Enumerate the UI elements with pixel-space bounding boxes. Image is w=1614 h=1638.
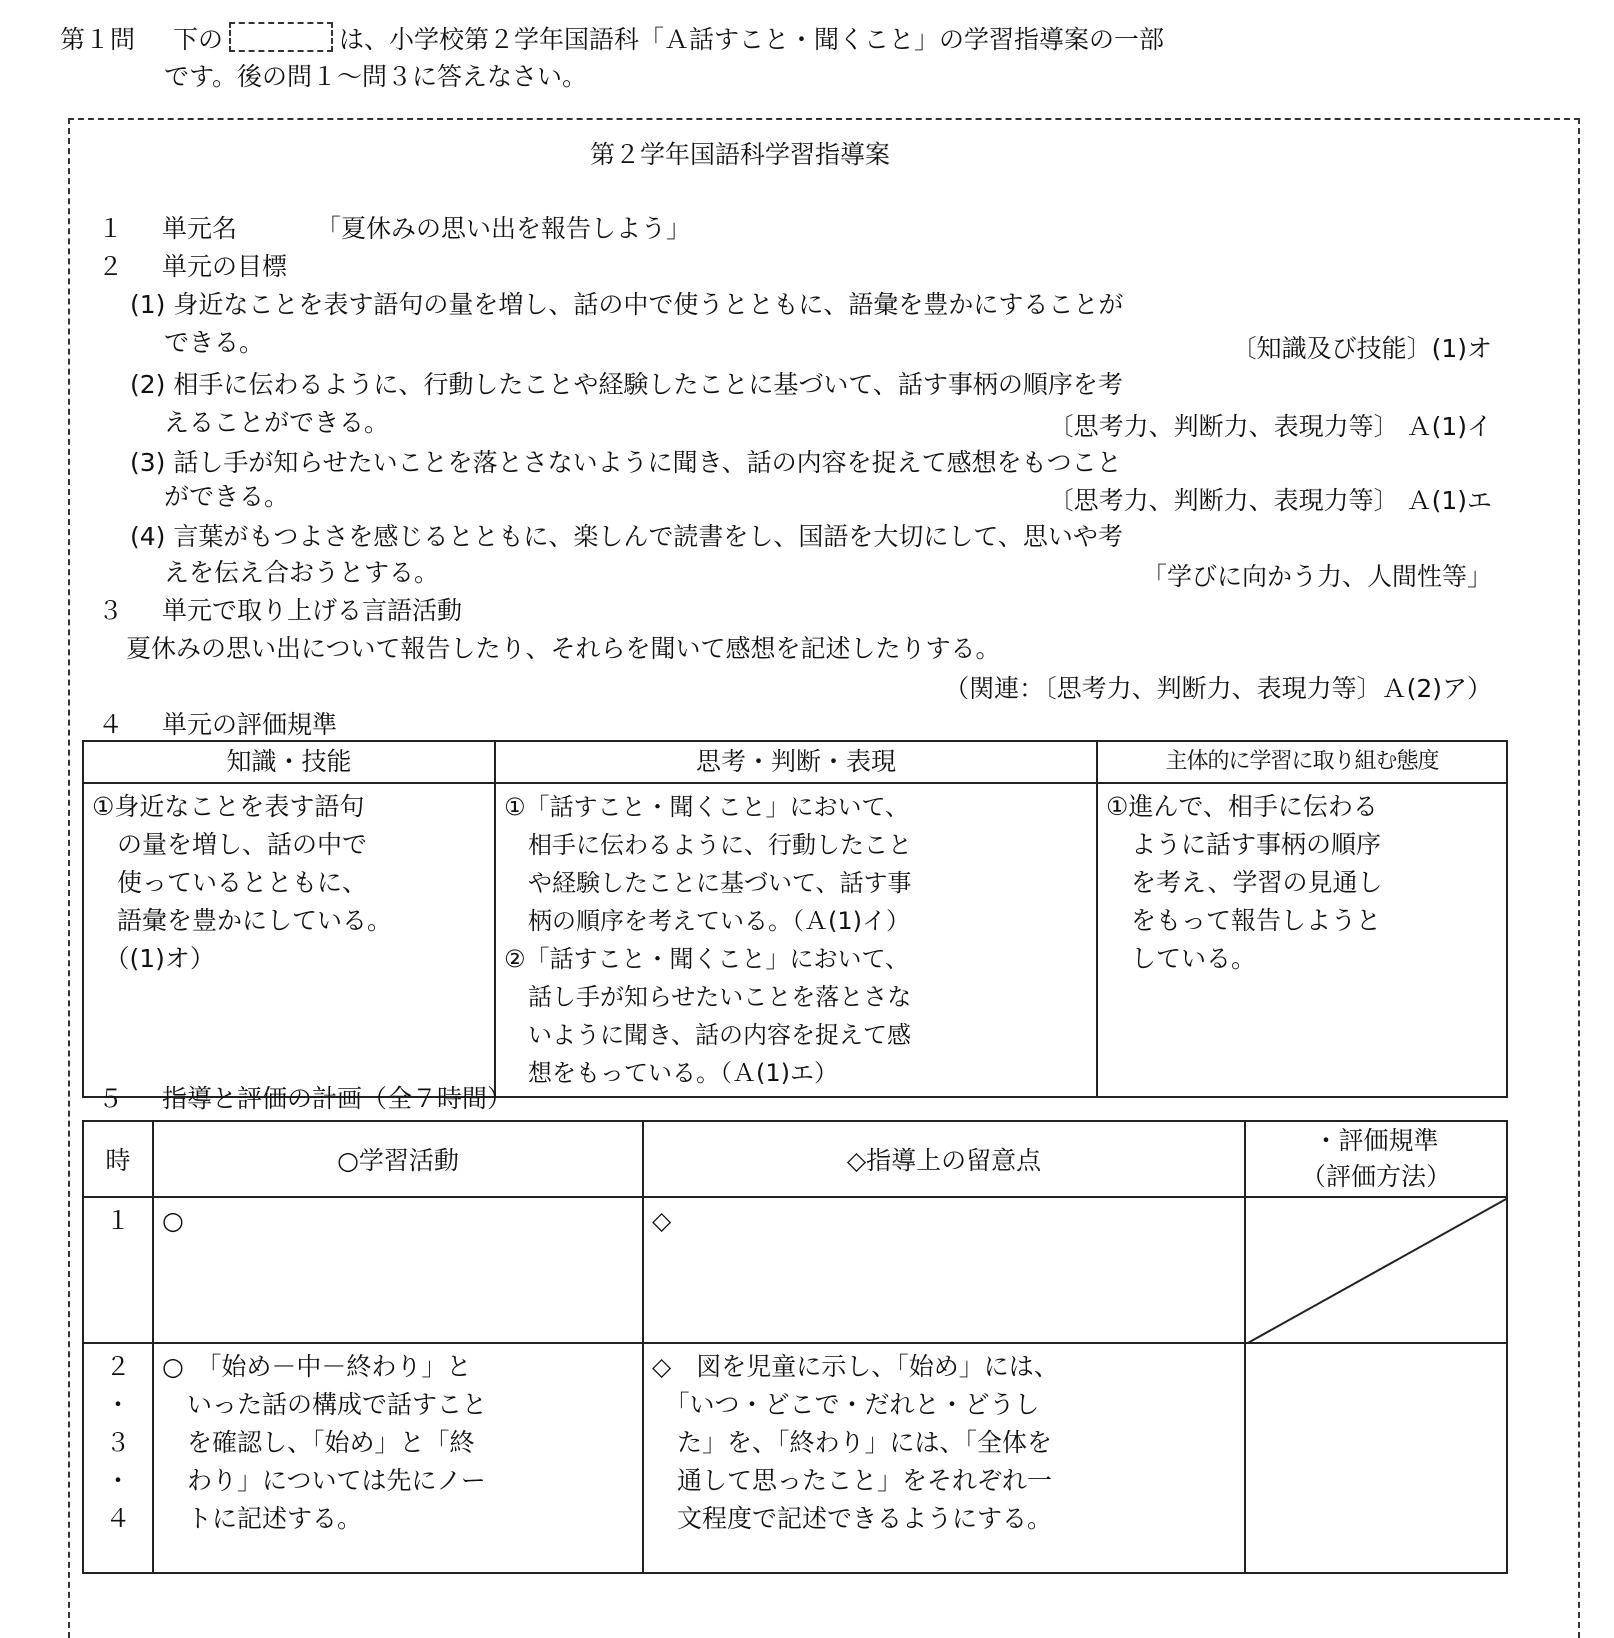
goal-2-line-1: (2) 相手に伝わるように、行動したことや経験したことに基づいて、話す事柄の順序を考 xyxy=(130,370,1123,399)
goal-1-line-1: (1) 身近なことを表す語句の量を増し、話の中で使うとともに、語彙を豊かにすることが xyxy=(130,290,1124,319)
section-4-number: ４ xyxy=(98,710,124,739)
plan-header-activity: ○学習活動 xyxy=(153,1121,643,1197)
row-1-evaluation-cell xyxy=(1245,1197,1507,1343)
dashed-box-placeholder xyxy=(229,22,333,52)
section-2-label: 単元の目標 xyxy=(162,252,288,281)
evaluation-criteria-table xyxy=(82,740,1508,1098)
row-2-points: ◇ 図を児童に示し、「始め」には、 「いつ・どこで・だれと・どうし た」を、「終わり」には、「全体を 通して思ったこと」をそれぞれ一 文程度で記述できるようにする。 xyxy=(652,1352,1059,1533)
section-1-number: １ xyxy=(98,214,124,243)
goal-4-line-2: えを伝え合おうとする。 xyxy=(164,558,440,587)
row-1-points: ◇ xyxy=(652,1206,672,1235)
diagonal-slash xyxy=(1246,1198,1508,1344)
plan-title: 第２学年国語科学習指導案 xyxy=(590,140,891,169)
goal-4-tag: 「学びに向かう力、人間性等」 xyxy=(1141,562,1492,591)
goal-2-line-2: えることができる。 xyxy=(164,408,390,437)
goal-2-tag: 〔思考力、判断力、表現力等〕 Ａ(1)イ xyxy=(1048,412,1492,441)
goal-3-line-2: ができる。 xyxy=(164,482,290,511)
criteria-thinking-cell: ①「話すこと・聞くこと」において、 相手に伝わるように、行動したこと や経験したことに基づいて、話す事 柄の順序を考えている。（Ａ(1)イ） ②「話すこと・聞くこと」において、 話し手が知らせたいことを落とさな いように聞き、話の内容を捉えて感 想をもっている。（Ａ(1)エ） xyxy=(504,793,912,1087)
row-2-time: ２ ・ ３ ・ ４ xyxy=(105,1352,131,1533)
goal-3-line-1: (3) 話し手が知らせたいことを落とさないように聞き、話の内容を捉えて感想をもつこと xyxy=(130,448,1122,477)
language-activity-text: 夏休みの思い出について報告したり、それらを聞いて感想を記述したりする。 xyxy=(126,634,1001,663)
section-2-number: ２ xyxy=(98,252,124,281)
goal-3-tag: 〔思考力、判断力、表現力等〕 Ａ(1)エ xyxy=(1048,486,1492,515)
criteria-knowledge-cell: ①身近なことを表す語句 の量を増し、話の中で 使っているとともに、 語彙を豊かにしている。 （(1)オ） xyxy=(92,792,393,973)
unit-name: 「夏休みの思い出を報告しよう」 xyxy=(316,214,692,243)
question-line-2: です。後の問１～問３に答えなさい。 xyxy=(164,62,588,91)
plan-header-points: ◇指導上の留意点 xyxy=(643,1121,1245,1197)
teaching-plan-table xyxy=(82,1120,1508,1574)
section-5-number: ５ xyxy=(98,1084,124,1113)
language-activity-related: （関連：〔思考力、判断力、表現力等〕Ａ(2)ア） xyxy=(944,674,1492,703)
goal-4-line-1: (4) 言葉がもつよさを感じるとともに、楽しんで読書をし、国語を大切にして、思いや考 xyxy=(130,522,1123,551)
plan-header-evaluation xyxy=(1245,1121,1507,1197)
plan-header-time: 時 xyxy=(83,1121,153,1197)
criteria-header-thinking: 思考・判断・表現 xyxy=(495,741,1097,783)
table-row xyxy=(83,1197,1507,1343)
goal-1-tag: 〔知識及び技能〕(1)オ xyxy=(1231,334,1492,363)
row-2-activity: ○ 「始め－中－終わり」と いった話の構成で話すこと を確認し、「始め」と「終 わり」については先にノー トに記述する。 xyxy=(162,1352,488,1533)
question-line-1 xyxy=(60,22,1164,52)
section-3-label: 単元で取り上げる言語活動 xyxy=(162,596,463,625)
section-4-label: 単元の評価規準 xyxy=(162,710,338,739)
plan-header-evaluation-line-2: （評価方法） xyxy=(1300,1162,1451,1191)
question-text-a: 下の xyxy=(173,25,224,54)
section-5-label: 指導と評価の計画（全７時間） xyxy=(162,1084,513,1113)
criteria-attitude-cell: ①進んで、相手に伝わる ように話す事柄の順序 を考え、学習の見通し をもって報告しようと している。 xyxy=(1106,792,1383,973)
row-2-evaluation-cell xyxy=(1245,1343,1507,1573)
table-row xyxy=(83,1343,1507,1573)
section-1-label: 単元名 xyxy=(162,214,238,243)
row-1-time: １ xyxy=(105,1206,131,1235)
row-1-activity: ○ xyxy=(162,1206,184,1235)
question-number: 第１問 xyxy=(60,25,136,54)
goal-1-line-2: できる。 xyxy=(164,328,265,357)
question-text-b: は、小学校第２学年国語科「Ａ話すこと・聞くこと」の学習指導案の一部 xyxy=(339,25,1165,54)
criteria-header-knowledge: 知識・技能 xyxy=(83,741,495,783)
criteria-header-attitude: 主体的に学習に取り組む態度 xyxy=(1097,741,1507,783)
section-3-number: ３ xyxy=(98,596,124,625)
plan-header-evaluation-line-1: ・評価規準 xyxy=(1313,1126,1439,1155)
